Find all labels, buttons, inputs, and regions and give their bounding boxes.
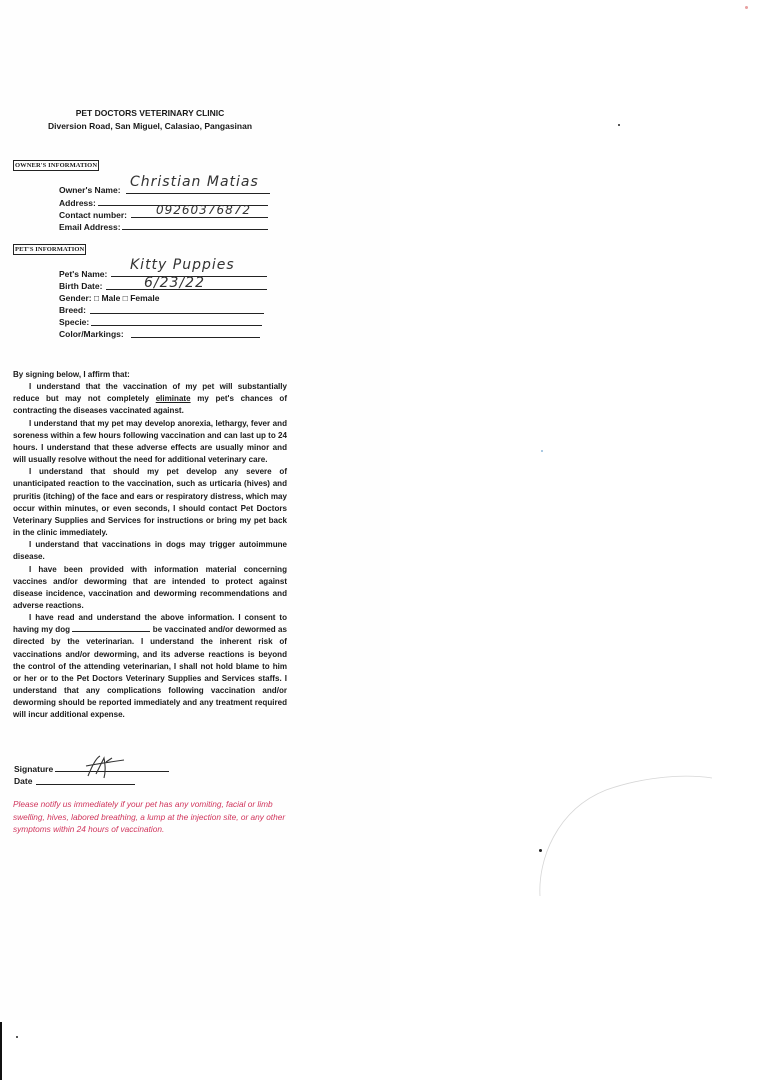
birth-date-label: Birth Date: (59, 281, 103, 291)
consent-text (13, 369, 287, 722)
consent-paragraph-4: I understand that vaccinations in dogs may trigger autoimmune disease. (13, 540, 287, 562)
signature-scribble (82, 752, 126, 782)
clinic-address: Diversion Road, San Miguel, Calasiao, Pangasinan (47, 121, 253, 131)
scan-edge-line (0, 1022, 2, 1080)
scan-speck (745, 6, 748, 9)
owner-name-value: Christian Matias (130, 174, 259, 190)
pet-name-value: Kitty Puppies (130, 257, 235, 273)
scan-speck (16, 1036, 18, 1038)
email-label: Email Address: (59, 222, 121, 232)
consent-paragraph-3: I understand that should my pet develop any severe of unanticipated reaction to the vaccination, such as urticaria (hives) and pruritis (itching) of the face and ears or respiratory distress, which may occur within minutes, or even seconds, I should contact Pet Doctors Veterinary Supplies and Services for instructions or bring my pet back in the clinic immediately. (13, 467, 287, 538)
gender-label[interactable]: Gender: □ Male □ Female (59, 293, 160, 303)
date-line[interactable] (36, 784, 135, 785)
scan-speck (618, 124, 620, 126)
pet-name-label: Pet's Name: (59, 269, 108, 279)
consent-paragraph-2: I understand that my pet may develop anorexia, lethargy, fever and soreness within a few hours following vaccination and can last up to 24 hours. I understand that these adverse effects are usually minor and will usually resolve without the need for additional veterinary care. (13, 418, 287, 465)
specie-label: Specie: (59, 317, 90, 327)
contact-label: Contact number: (59, 210, 127, 220)
signature-label: Signature (14, 764, 54, 774)
owner-section-title: OWNER'S INFORMATION (15, 162, 98, 169)
pet-section-title: PET'S INFORMATION (15, 246, 85, 253)
owner-name-line[interactable] (126, 193, 270, 194)
consent-paragraph-6: I have read and understand the above information. I consent to having my dog be vaccinated and/or dewormed as directed by the veterinarian. I understand the inherent risk of vaccinations and/or deworming, and its adverse reactions is beyond the control of the attending veterinarian, I shall not hold blame to him or her or to the Pet Doctors Veterinary Supplies and Services staffs. I understand that any complications following vaccination and/or deworming should be reported immediately and any treatment required will incur additional expense. (13, 613, 287, 720)
color-markings-label: Color/Markings: (59, 329, 124, 339)
email-line[interactable] (122, 229, 268, 230)
breed-label: Breed: (59, 305, 86, 315)
consent-paragraph-1: I understand that the vaccination of my pet will substantially reduce but may not completely eliminate my pet's chances of contracting the diseases vaccinated against. (13, 382, 287, 416)
address-label: Address: (59, 198, 96, 208)
scan-speck (541, 450, 543, 452)
scan-artifact-curve (536, 770, 716, 900)
owner-name-label: Owner's Name: (59, 185, 121, 195)
birth-date-value: 6/23/22 (144, 275, 205, 291)
clinic-name: PET DOCTORS VETERINARY CLINIC (75, 108, 225, 118)
breed-line[interactable] (90, 313, 264, 314)
consent-intro: By signing below, I affirm that: (13, 370, 130, 379)
consent-paragraph-5: I have been provided with information material concerning vaccines and/or deworming that are intended to protect against disease incidence, vaccination and deworming recommendations and adverse reactions. (13, 564, 287, 610)
contact-value: 09260376872 (156, 203, 251, 217)
specie-line[interactable] (91, 325, 262, 326)
symptom-notice: Please notify us immediately if your pet has any vomiting, facial or limb swelling, hives, labored breathing, a lump at the injection site, or any other symptoms within 24 hours of vaccination. (13, 799, 286, 834)
contact-line[interactable] (131, 217, 268, 218)
date-label: Date (14, 776, 33, 786)
dog-name-blank[interactable] (72, 624, 150, 632)
color-markings-line[interactable] (131, 337, 260, 338)
